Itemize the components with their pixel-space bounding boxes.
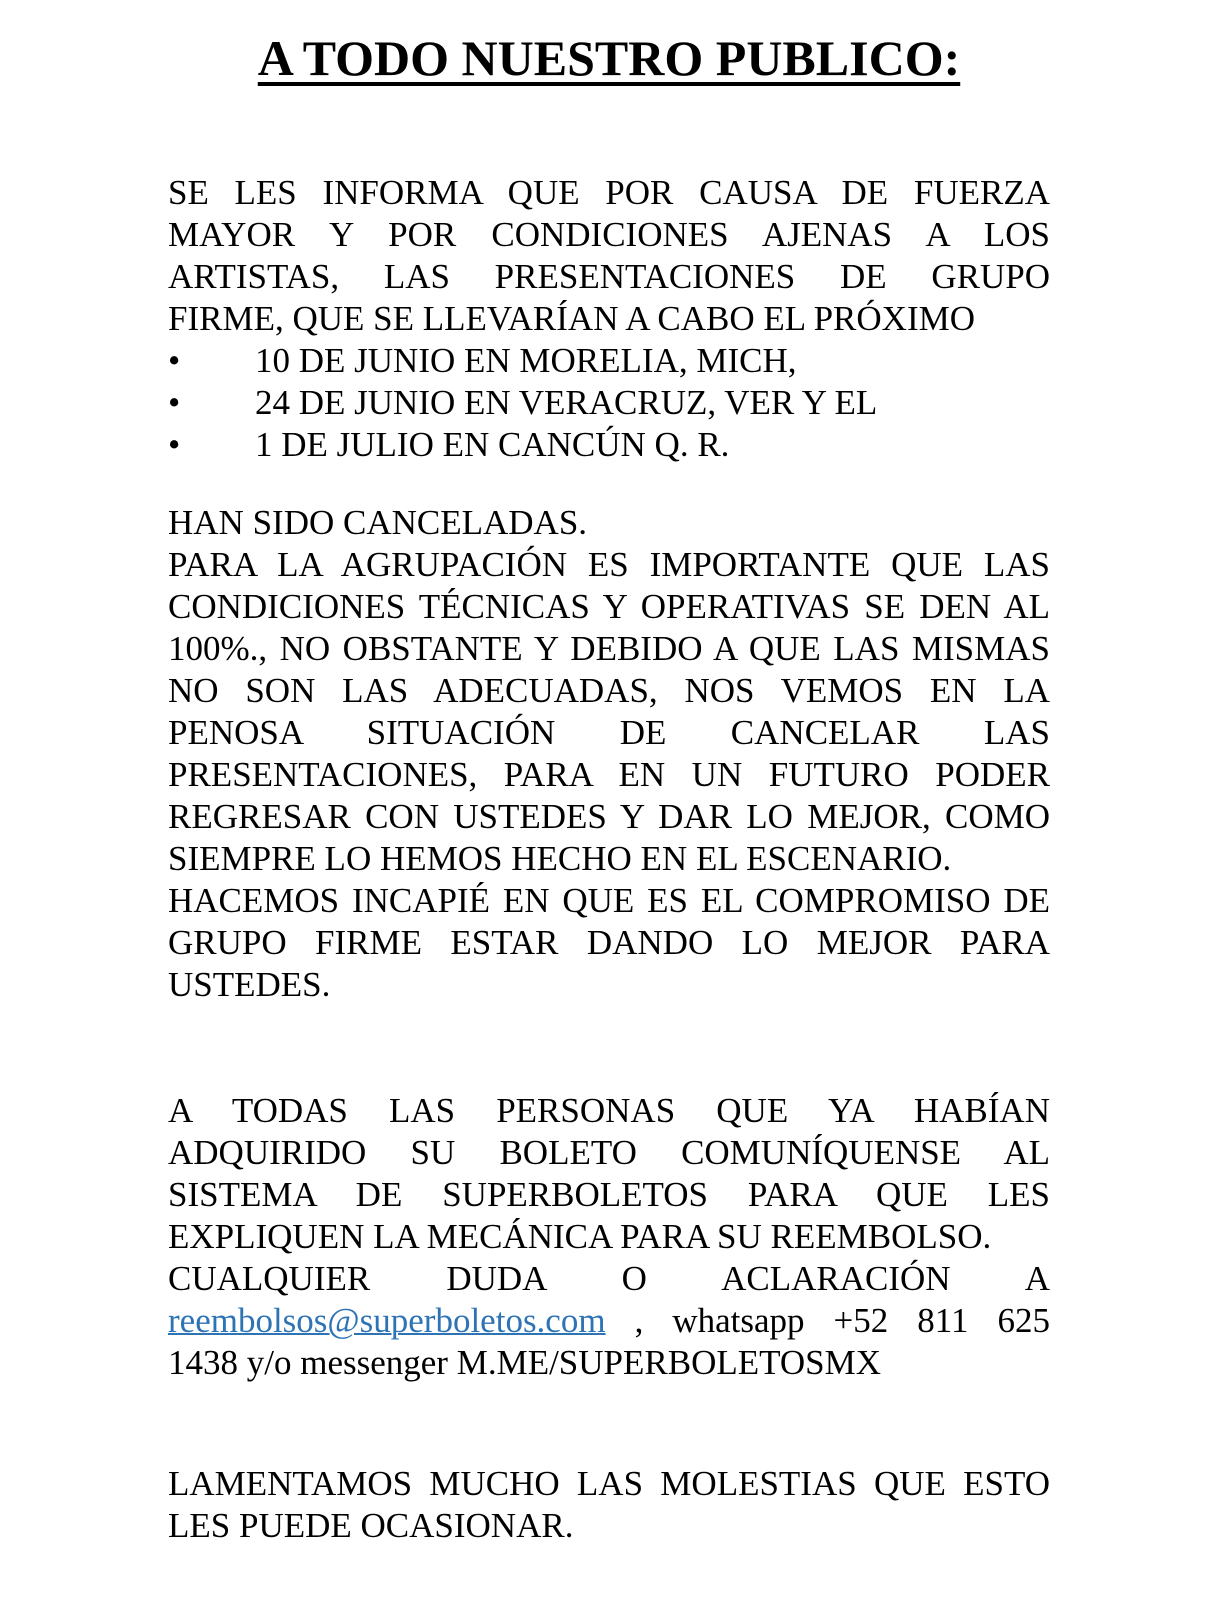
text-line: CUALQUIER DUDA O ACLARACIÓN A <box>168 1259 1050 1298</box>
text-line: USTEDES. <box>168 965 331 1004</box>
bullet-icon: • <box>168 341 181 380</box>
text-line: REGRESAR CON USTEDES Y DAR LO MEJOR, COMO <box>168 797 1050 836</box>
page-title: A TODO NUESTRO PUBLICO: <box>257 30 961 86</box>
cancellation-paragraph <box>168 502 1050 1006</box>
event-date-text: 10 DE JUNIO EN MORELIA, MICH, <box>255 341 797 380</box>
bullet-icon: • <box>168 425 181 464</box>
text-line: SISTEMA DE SUPERBOLETOS PARA QUE LES <box>168 1175 1050 1214</box>
text-line: LES PUEDE OCASIONAR. <box>168 1506 574 1545</box>
event-date-text: 24 DE JUNIO EN VERACRUZ, VER Y EL <box>255 383 878 422</box>
phone-part: +52 <box>833 1301 889 1340</box>
intro-paragraph <box>168 172 1050 340</box>
text-line: ADQUIRIDO SU BOLETO COMUNÍQUENSE AL <box>168 1133 1050 1172</box>
text-line: LAMENTAMOS MUCHO LAS MOLESTIAS QUE ESTO <box>168 1464 1050 1503</box>
text-line: PRESENTACIONES, PARA EN UN FUTURO PODER <box>168 755 1050 794</box>
text-line: CONDICIONES TÉCNICAS Y OPERATIVAS SE DEN AL <box>168 587 1050 626</box>
text-line: ARTISTAS, LAS PRESENTACIONES DE GRUPO <box>168 257 1050 296</box>
list-item <box>168 340 1050 382</box>
text-line: PARA LA AGRUPACIÓN ES IMPORTANTE QUE LAS <box>168 545 1050 584</box>
text-line: HACEMOS INCAPIÉ EN QUE ES EL COMPROMISO DE <box>168 881 1050 920</box>
phone-part: 625 <box>997 1301 1050 1340</box>
text-line: SIEMPRE LO HEMOS HECHO EN EL ESCENARIO. <box>168 839 952 878</box>
event-list <box>168 340 1050 466</box>
whatsapp-label: whatsapp <box>672 1301 805 1340</box>
text-line: GRUPO FIRME ESTAR DANDO LO MEJOR PARA <box>168 923 1050 962</box>
closing-paragraph <box>168 1463 1050 1547</box>
list-item <box>168 382 1050 424</box>
contact-line <box>168 1300 1050 1342</box>
text-line: A TODAS LAS PERSONAS QUE YA HABÍAN <box>168 1091 1050 1130</box>
text-line: NO SON LAS ADECUADAS, NOS VEMOS EN LA <box>168 671 1050 710</box>
refund-paragraph <box>168 1090 1050 1384</box>
text-line: HAN SIDO CANCELADAS. <box>168 503 588 542</box>
phone-part: 811 <box>917 1301 969 1340</box>
text-line: 100%., NO OBSTANTE Y DEBIDO A QUE LAS MISMAS <box>168 629 1050 668</box>
comma-separator: , <box>634 1301 644 1340</box>
messenger-line: 1438 y/o messenger M.ME/SUPERBOLETOSMX <box>168 1343 881 1382</box>
text-line: EXPLIQUEN LA MECÁNICA PARA SU REEMBOLSO. <box>168 1217 992 1256</box>
text-line: PENOSA SITUACIÓN DE CANCELAR LAS <box>168 713 1050 752</box>
bullet-icon: • <box>168 383 181 422</box>
refund-email-link[interactable]: reembolsos@superboletos.com <box>168 1301 606 1340</box>
event-date-text: 1 DE JULIO EN CANCÚN Q. R. <box>255 425 730 464</box>
list-item <box>168 424 1050 466</box>
text-line: FIRME, QUE SE LLEVARÍAN A CABO EL PRÓXIMO <box>168 299 975 338</box>
text-line: SE LES INFORMA QUE POR CAUSA DE FUERZA <box>168 173 1050 212</box>
text-line: MAYOR Y POR CONDICIONES AJENAS A LOS <box>168 215 1050 254</box>
